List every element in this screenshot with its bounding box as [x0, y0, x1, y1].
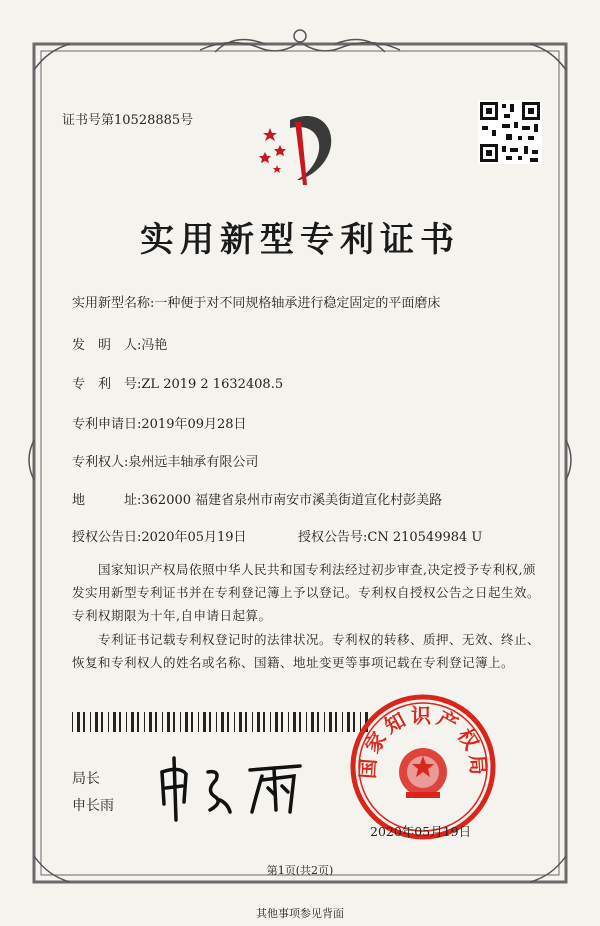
qr-code-icon — [478, 100, 542, 164]
field-address — [72, 489, 442, 508]
grant-number-label: 授权公告号: — [298, 530, 368, 545]
back-note: 其他事项参见背面 — [256, 907, 344, 920]
grant-date-value: 2020年05月19日 — [141, 530, 247, 545]
corner-tl — [34, 44, 70, 70]
official-seal-icon — [348, 692, 498, 842]
field-inventor — [72, 334, 167, 353]
apply-date-value: 2019年09月28日 — [141, 417, 247, 432]
corner-tr — [530, 44, 566, 70]
patent-number-value: ZL 2019 2 1632408.5 — [141, 377, 284, 392]
paragraph-grant: 国家知识产权局依照中华人民共和国专利法经过初步审查,决定授予专利权,颁发实用新型专利证书并在专利登记簿上予以登记。专利权自授权公告之日起生效。专利权期限为十年,自申请日起算。 — [72, 562, 541, 623]
patentee-label: 专利权人: — [72, 455, 129, 470]
barcode — [72, 712, 372, 732]
grant-date-label: 授权公告日: — [72, 530, 142, 545]
director-role: 局长 — [72, 771, 100, 787]
field-grant-date — [72, 526, 247, 545]
certificate-number: 证书号第10528885号 — [62, 113, 194, 128]
field-grant-number — [298, 526, 482, 545]
seal-text: 国家知识产权局 — [355, 703, 491, 780]
utility-name-label: 实用新型名称: — [72, 296, 155, 311]
certificate-title: 实用新型专利证书 — [140, 220, 460, 260]
utility-name-value: 一种便于对不同规格轴承进行稳定固定的平面磨床 — [154, 296, 441, 311]
inventor-label: 发 明 人: — [72, 338, 142, 353]
cnipa-logo-icon — [255, 100, 355, 190]
handwritten-signature — [150, 752, 310, 822]
page-indicator: 第1页(共2页) — [266, 864, 334, 877]
apply-date-label: 专利申请日: — [72, 417, 142, 432]
grant-number-value: CN 210549984 U — [367, 530, 483, 545]
director-name: 申长雨 — [72, 798, 114, 814]
top-ornament — [200, 30, 400, 52]
field-apply-date — [72, 413, 247, 432]
address-value: 362000 福建省泉州市南安市溪美街道宣化村彭美路 — [141, 493, 443, 508]
patentee-value: 泉州远丰轴承有限公司 — [128, 455, 259, 470]
seal-date: 2020年05月19日 — [370, 824, 472, 839]
inventor-value: 冯艳 — [141, 338, 168, 353]
patent-number-label: 专 利 号: — [72, 377, 142, 392]
address-label: 地 址: — [72, 493, 142, 508]
paragraph-legal-status: 专利证书记载专利权登记时的法律状况。专利权的转移、质押、无效、终止、恢复和专利权人的姓名或名称、国籍、地址变更等事项记载在专利登记簿上。 — [72, 632, 541, 670]
field-patentee — [72, 451, 258, 470]
field-utility-name — [72, 292, 440, 311]
field-patent-number — [72, 373, 283, 392]
